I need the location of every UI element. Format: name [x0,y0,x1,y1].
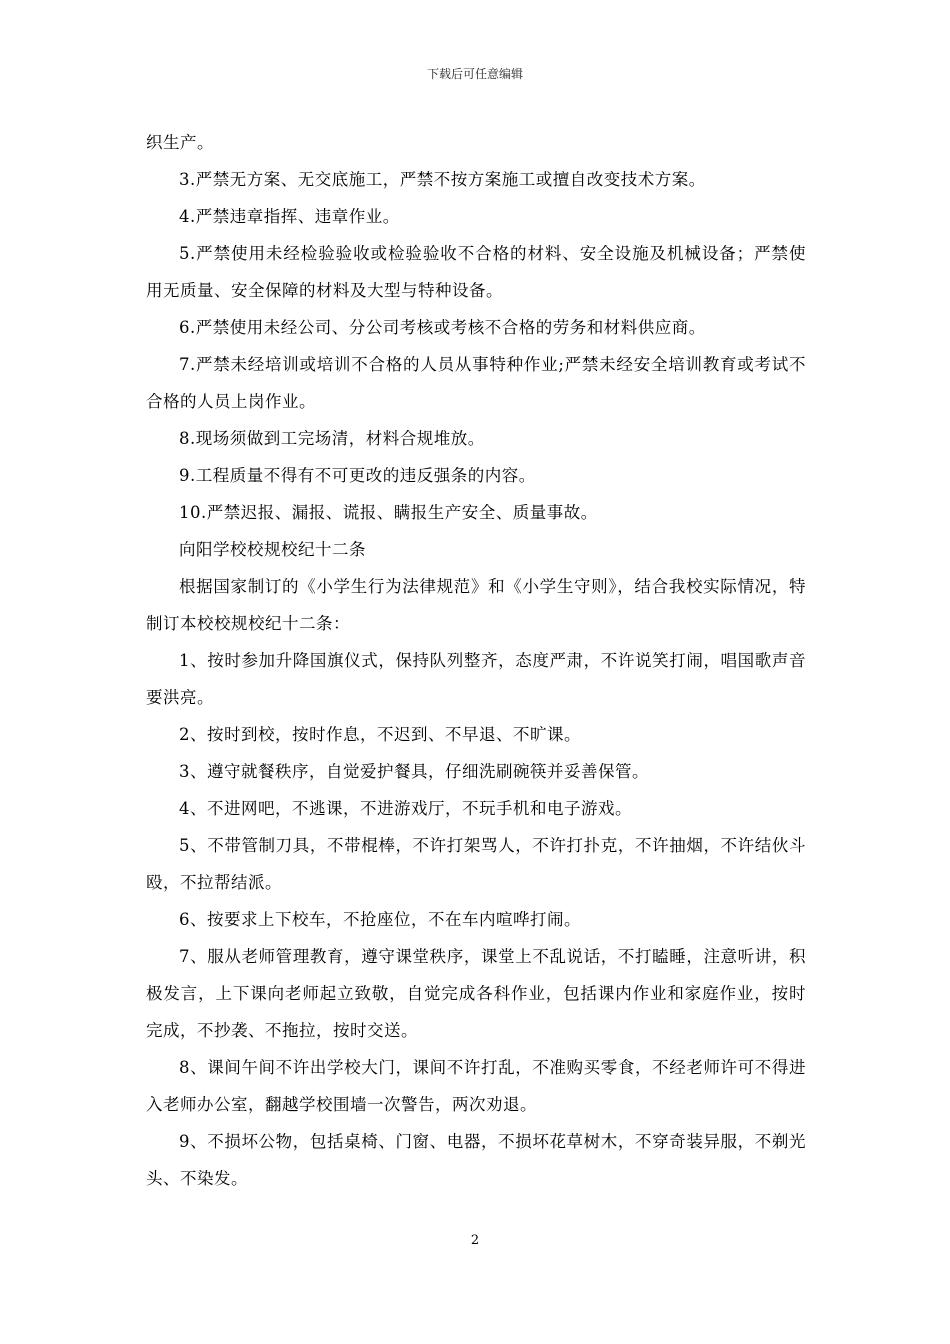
rule-item: 9、不损坏公物，包括桌椅、门窗、电器，不损坏花草树木，不穿奇装异服，不剃光头、不染发。 [146,1132,806,1188]
rule-item: 8、课间午间不许出学校大门，课间不许打乱，不准购买零食，不经老师许可不得进入老师办公室，翻越学校围墙一次警告，两次劝退。 [146,1058,806,1114]
paragraph: 3.严禁无方案、无交底施工，严禁不按方案施工或擅自改变技术方案。 [179,170,706,189]
paragraph: 根据国家制订的《小学生行为法律规范》和《小学生守则》，结合我校实际情况，特制订本校校规校纪十二条： [146,577,806,633]
rule-item: 7、服从老师管理教育，遵守课堂秩序，课堂上不乱说话，不打瞌睡，注意听讲，积极发言，上下课向老师起立致敬，自觉完成各科作业，包括课内作业和家庭作业，按时完成，不抄袭、不拖拉，按时交送。 [146,947,806,1040]
paragraph: 9.工程质量不得有不可更改的违反强条的内容。 [179,466,536,485]
page-header: 下载后可任意编辑 [426,67,523,81]
rule-item: 1、按时参加升降国旗仪式，保持队列整齐，态度严肃，不许说笑打闹，唱国歌声音要洪亮。 [146,651,806,707]
section-title: 向阳学校校规校纪十二条 [179,540,366,559]
paragraph: 5.严禁使用未经检验验收或检验验收不合格的材料、安全设施及机械设备；严禁使用无质量、安全保障的材料及大型与特种设备。 [146,244,806,300]
paragraph: 4.严禁违章指挥、违章作业。 [179,207,400,226]
rule-item: 3、遵守就餐秩序，自觉爱护餐具，仔细洗刷碗筷并妥善保管。 [179,762,649,781]
rule-item: 2、按时到校，按时作息，不迟到、不早退、不旷课。 [179,725,581,744]
rule-item: 4、不进网吧，不逃课，不进游戏厅，不玩手机和电子游戏。 [179,799,632,818]
paragraph: 10.严禁迟报、漏报、谎报、瞒报生产安全、质量事故。 [179,503,598,522]
paragraph: 8.现场须做到工完场清，材料合规堆放。 [179,429,485,448]
document-body [146,124,806,1197]
paragraph: 6.严禁使用未经公司、分公司考核或考核不合格的劳务和材料供应商。 [179,318,706,337]
paragraph: 7.严禁未经培训或培训不合格的人员从事特种作业;严禁未经安全培训教育或考试不合格的人员上岗作业。 [146,355,806,411]
rule-item: 6、按要求上下校车，不抢座位，不在车内喧哗打闹。 [179,910,581,929]
paragraph: 织生产。 [146,133,214,152]
rule-item: 5、不带管制刀具，不带棍棒，不许打架骂人，不许打扑克，不许抽烟，不许结伙斗殴，不拉帮结派。 [146,836,806,892]
page-number: 2 [470,1233,480,1248]
